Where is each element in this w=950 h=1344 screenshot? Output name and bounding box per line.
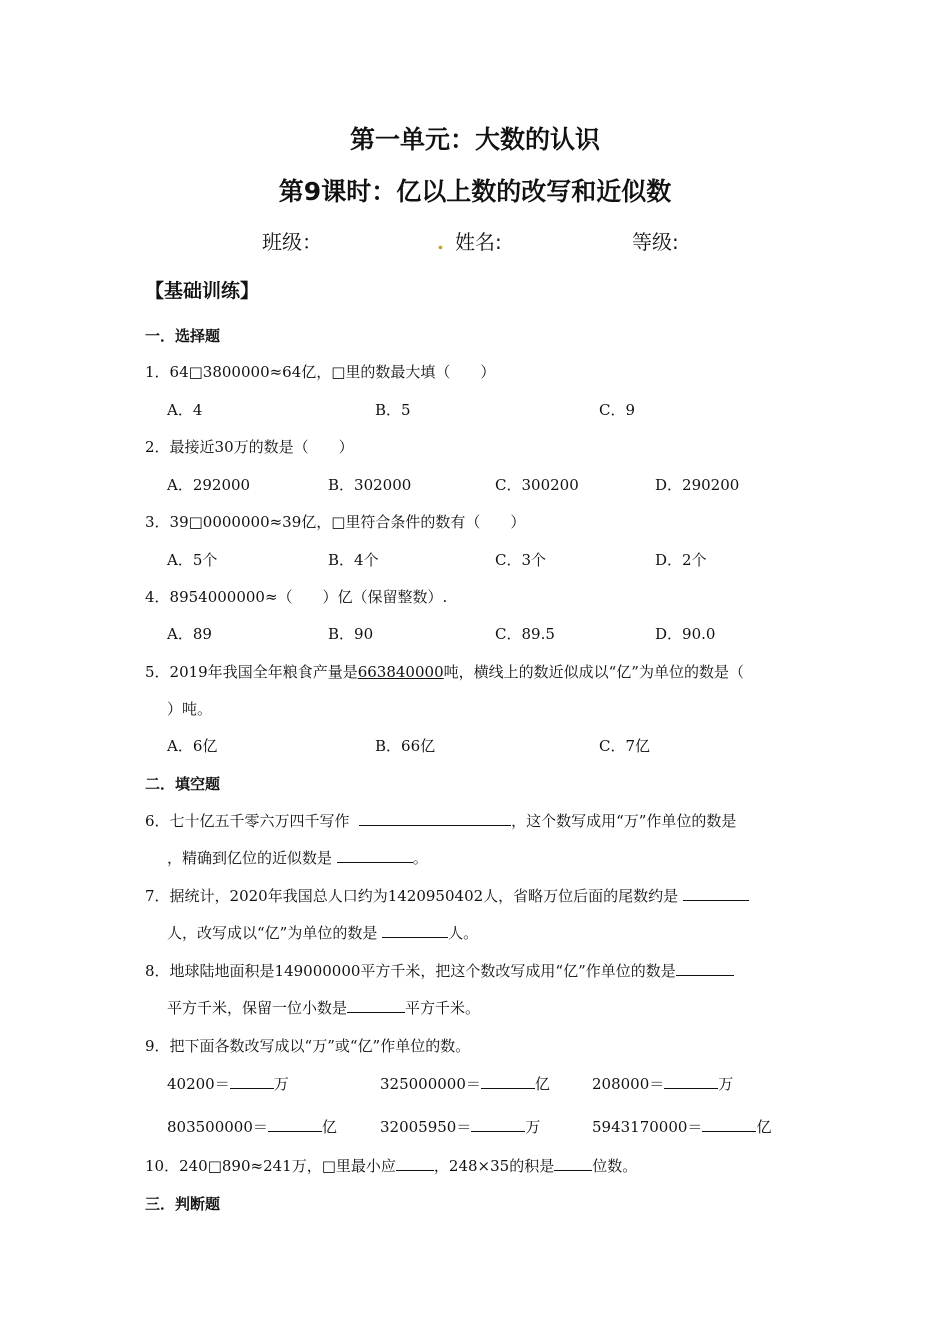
question-5-line2: ）吨。 [167, 700, 213, 718]
q4-option-c: C．89.5 [495, 625, 555, 643]
q9-item-5-unit: 万 [525, 1118, 541, 1136]
q9-item-6-blank[interactable] [702, 1117, 756, 1132]
q9-item-6-number: 5943170000＝ [592, 1118, 703, 1136]
q2-option-d: D．290200 [655, 476, 740, 494]
q9-item-3-number: 208000＝ [592, 1075, 665, 1093]
q10-blank-1[interactable] [396, 1156, 434, 1171]
fill-section-heading: 二．填空题 [145, 775, 221, 793]
question-9: 9．把下面各数改写成以“万”或“亿”作单位的数。 [145, 1037, 471, 1055]
q8-blank-2[interactable] [347, 998, 405, 1013]
question-2: 2．最接近30万的数是（ ） [145, 438, 354, 456]
q1-option-c: C．9 [599, 401, 636, 419]
q6-text-pre: 6．七十亿五千零六万四千写作 [145, 812, 350, 830]
question-6 [145, 810, 736, 831]
q3-option-d: D．2个 [655, 551, 707, 569]
q9-item-1-number: 40200＝ [167, 1075, 230, 1093]
q9-item-2-blank[interactable] [481, 1074, 535, 1089]
q10-text-mid: ，248×35的积是 [433, 1157, 555, 1175]
q9-item-4-blank[interactable] [268, 1117, 322, 1132]
q2-option-c: C．300200 [495, 476, 579, 494]
q1-option-b: B．5 [375, 401, 411, 419]
question-1: 1．64□3800000≈64亿，□里的数最大填（ ） [145, 363, 496, 381]
q10-text-pre: 10．240□890≈241万，□里最小应 [145, 1157, 396, 1175]
q8-line2-text: 平方千米，保留一位小数是 [167, 999, 348, 1017]
q5-option-b: B．66亿 [375, 737, 436, 755]
q9-item-2 [380, 1073, 550, 1094]
q5-option-a: A．6亿 [167, 737, 218, 755]
q4-option-b: B．90 [328, 625, 374, 643]
q2-option-b: B．302000 [328, 476, 412, 494]
q9-item-5-number: 32005950＝ [380, 1118, 472, 1136]
q6-text-post: ，这个数写成用“万”作单位的数是 [511, 812, 737, 830]
question-7-line2 [167, 922, 478, 943]
unit-title: 第一单元：大数的认识 [349, 125, 600, 154]
q5-text-post: 吨，横线上的数近似成以“亿”为单位的数是（ [443, 663, 744, 681]
q5-underlined-number: 663840000 [357, 663, 444, 681]
q7-line2-text: 人，改写成以“亿”为单位的数是 [167, 924, 378, 942]
q8-text-pre: 8．地球陆地面积是149000000平方千米，把这个数改写成用“亿”作单位的数是 [145, 962, 676, 980]
class-label: 班级： [262, 230, 322, 254]
q5-text-pre: 5．2019年我国全年粮食产量是 [145, 663, 358, 681]
lesson-title: 第9课时：亿以上数的改写和近似数 [278, 177, 672, 206]
q9-item-1 [167, 1073, 289, 1094]
q9-item-6 [592, 1116, 771, 1137]
q2-option-a: A．292000 [167, 476, 251, 494]
question-3: 3．39□0000000≈39亿，□里符合条件的数有（ ） [145, 513, 526, 531]
q7-blank-1[interactable] [683, 886, 749, 901]
q9-item-1-blank[interactable] [230, 1074, 274, 1089]
q7-text-pre: 7．据统计，2020年我国总人口约为1420950402人，省略万位后面的尾数约是 [145, 887, 679, 905]
q10-blank-2[interactable] [554, 1156, 592, 1171]
grade-label: 等级: [632, 230, 679, 254]
q9-item-3-unit: 万 [718, 1075, 734, 1093]
q5-option-c: C．7亿 [599, 737, 651, 755]
q9-item-4-unit: 亿 [321, 1118, 337, 1136]
choice-section-heading: 一．选择题 [145, 327, 221, 345]
q9-item-4-number: 803500000＝ [167, 1118, 268, 1136]
q9-item-5 [380, 1116, 540, 1137]
q3-option-b: B．4个 [328, 551, 379, 569]
basic-training-heading: 【基础训练】 [145, 280, 260, 302]
q8-line2-end: 平方千米。 [405, 999, 481, 1017]
judge-section-heading: 三．判断题 [145, 1195, 221, 1213]
q6-blank-2[interactable] [337, 848, 413, 863]
q3-option-a: A．5个 [167, 551, 218, 569]
q1-option-a: A．4 [167, 401, 203, 419]
q9-item-5-blank[interactable] [471, 1117, 525, 1132]
name-label: 姓名: [455, 230, 502, 254]
question-7 [145, 885, 749, 906]
q6-blank-1[interactable] [359, 811, 511, 826]
question-8-line2 [167, 997, 480, 1018]
q9-item-4 [167, 1116, 337, 1137]
q4-option-d: D．90.0 [655, 625, 716, 643]
q6-line2-text: ，精确到亿位的近似数是 [167, 849, 333, 867]
q7-blank-2[interactable] [382, 923, 448, 938]
q4-option-a: A．89 [167, 625, 212, 643]
separator-dot: . [437, 230, 444, 254]
question-8 [145, 960, 734, 981]
q8-blank-1[interactable] [676, 961, 734, 976]
q9-item-2-unit: 亿 [534, 1075, 550, 1093]
q9-item-6-unit: 亿 [756, 1118, 772, 1136]
q7-line2-end: 人。 [448, 924, 479, 942]
question-6-line2 [167, 847, 428, 868]
q10-text-post: 位数。 [592, 1157, 638, 1175]
q3-option-c: C．3个 [495, 551, 547, 569]
q9-item-3-blank[interactable] [664, 1074, 718, 1089]
q6-line2-end: 。 [412, 849, 428, 867]
question-5 [145, 661, 744, 682]
question-10 [145, 1155, 637, 1176]
question-4: 4．8954000000≈（ ）亿（保留整数）. [145, 588, 448, 606]
q9-item-2-number: 325000000＝ [380, 1075, 481, 1093]
q9-item-1-unit: 万 [273, 1075, 289, 1093]
q9-item-3 [592, 1073, 733, 1094]
